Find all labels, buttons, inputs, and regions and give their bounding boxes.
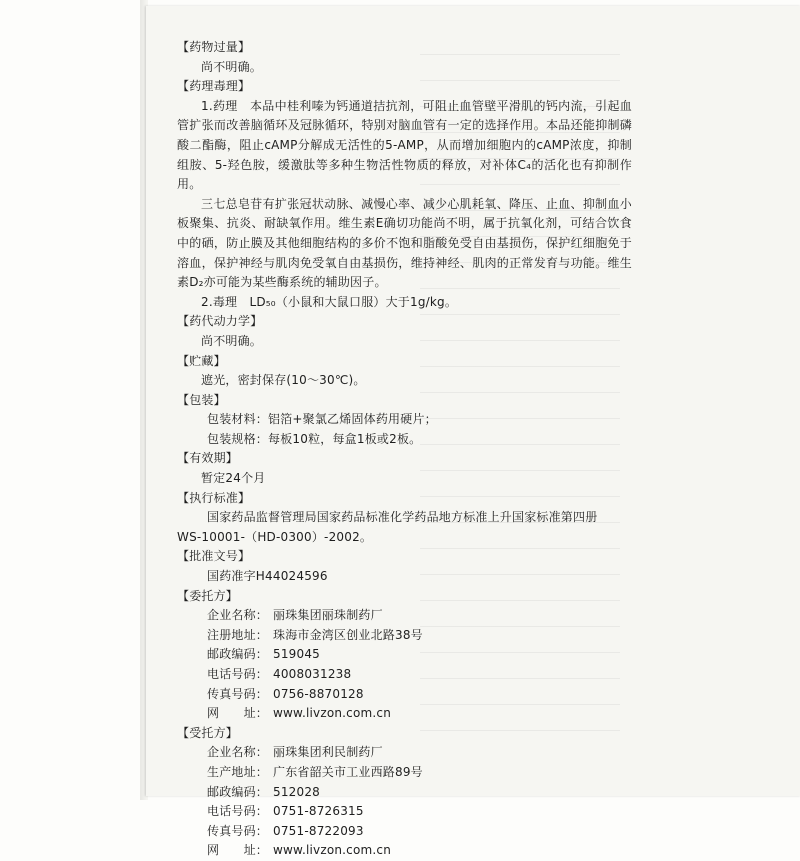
- field-label: 企业名称：: [207, 608, 269, 623]
- field-label: 注册地址：: [207, 627, 269, 642]
- heading-validity: 【有效期】: [177, 451, 239, 466]
- heading-standard: 【执行标准】: [177, 490, 251, 505]
- field-value: 4008031238: [273, 667, 352, 681]
- field-value: www.livzon.com.cn: [273, 843, 392, 858]
- entrusted-row-website: [177, 841, 632, 861]
- field-label: 邮政编码：: [207, 647, 269, 662]
- field-value: 0751-8722093: [273, 823, 364, 838]
- section-standard: [177, 489, 632, 548]
- heading-overdose: 【药物过量】: [177, 40, 251, 54]
- overdose-text: 尚不明确。: [201, 59, 263, 74]
- heading-storage: 【贮藏】: [177, 353, 226, 368]
- pharmacology-paragraph-2: 三七总皂苷有扩张冠状动脉、减慢心率、减少心肌耗氧、降压、止血、抑制血小板聚集、抗炎、耐缺氧作用。维生素E确切功能尚不明，属于抗氧化剂，可结合饮食中的硒，防止膜及其他细胞结构的多价不饱和脂酸免受自由基损伤，保护红细胞免于溶血，保护神经与肌肉免受氧自由基损伤，维持神经、肌肉的正常发育与功能。维生素D₂亦可能为某些酶系统的辅助因子。: [177, 196, 632, 290]
- field-value: 0751-8726315: [273, 804, 364, 819]
- storage-text: 遮光，密封保存(10～30℃)。: [201, 373, 366, 388]
- field-value: 512028: [273, 784, 321, 799]
- section-pharmacology: [177, 77, 632, 312]
- field-value: 珠海市金湾区创业北路38号: [273, 627, 423, 642]
- standard-line-1: 国家药品监督管理局国家药品标准化学药品地方标准上升国家标准第四册: [207, 510, 598, 525]
- approval-number: 国药准字H44024596: [207, 569, 328, 584]
- packaging-spec: 包装规格：每板10粒，每盒1板或2板。: [207, 431, 422, 446]
- entrusted-row-postcode: [177, 783, 632, 803]
- entrusted-row-address: [177, 763, 632, 783]
- field-value: 519045: [273, 647, 321, 662]
- field-value: www.livzon.com.cn: [273, 706, 392, 721]
- field-value: 0756-8870128: [273, 686, 364, 701]
- field-label: 企业名称：: [207, 745, 269, 760]
- section-overdose: [177, 38, 632, 77]
- field-label: 网 址：: [207, 843, 269, 858]
- standard-line-2: WS-10001-（HD-0300）-2002。: [177, 529, 373, 544]
- field-label: 传真号码：: [207, 686, 269, 701]
- entrusting-row-website: [177, 704, 632, 724]
- toxicology-paragraph: 2.毒理 LD₅₀（小鼠和大鼠口服）大于1g/kg。: [201, 294, 458, 309]
- entrusting-row-phone: [177, 665, 632, 685]
- pharmacokinetics-text: 尚不明确。: [201, 333, 263, 348]
- field-value: 丽珠集团丽珠制药厂: [273, 608, 383, 623]
- heading-entrusted-party: 【受托方】: [177, 725, 239, 740]
- field-label: 网 址：: [207, 706, 269, 721]
- entrusting-row-company: [177, 606, 632, 626]
- entrusting-row-fax: [177, 685, 632, 705]
- pharmacology-paragraph-1: 1.药理 本品中桂利嗪为钙通道拮抗剂，可阻止血管壁平滑肌的钙内流，引起血管扩张而改善脑循环及冠脉循环，特别对脑血管有一定的选择作用。本品还能抑制磷酸二酯酶，阻止cAMP分解成无活性的5-AMP，从而增加细胞内的cAMP浓度，抑制组胺、5-羟色胺，缓激肽等多种生物活性物质的释放，对补体C₄的活化也有抑制作用。: [177, 98, 632, 192]
- entrusted-row-company: [177, 743, 632, 763]
- entrusting-row-address: [177, 626, 632, 646]
- section-storage: [177, 352, 632, 391]
- section-validity: [177, 449, 632, 488]
- section-entrusting-party: [177, 587, 632, 724]
- field-label: 传真号码：: [207, 823, 269, 838]
- heading-pharmacokinetics: 【药代动力学】: [177, 314, 263, 329]
- field-label: 电话号码：: [207, 804, 269, 819]
- field-value: 丽珠集团利民制药厂: [273, 745, 383, 760]
- heading-approval: 【批准文号】: [177, 549, 251, 564]
- package-insert-text: [177, 38, 632, 861]
- entrusted-row-phone: [177, 802, 632, 822]
- section-approval: [177, 547, 632, 586]
- field-label: 生产地址：: [207, 764, 269, 779]
- validity-text: 暂定24个月: [201, 471, 266, 486]
- heading-packaging: 【包装】: [177, 392, 226, 407]
- entrusted-row-fax: [177, 822, 632, 842]
- field-value: 广东省韶关市工业西路89号: [273, 764, 423, 779]
- section-entrusted-party: [177, 724, 632, 861]
- entrusting-row-postcode: [177, 645, 632, 665]
- packaging-material: 包装材料：铝箔+聚氯乙烯固体药用硬片；: [207, 412, 437, 427]
- heading-entrusting-party: 【委托方】: [177, 588, 239, 603]
- section-packaging: [177, 391, 632, 450]
- heading-pharmacology: 【药理毒理】: [177, 79, 251, 94]
- section-pharmacokinetics: [177, 312, 632, 351]
- field-label: 邮政编码：: [207, 784, 269, 799]
- field-label: 电话号码：: [207, 667, 269, 681]
